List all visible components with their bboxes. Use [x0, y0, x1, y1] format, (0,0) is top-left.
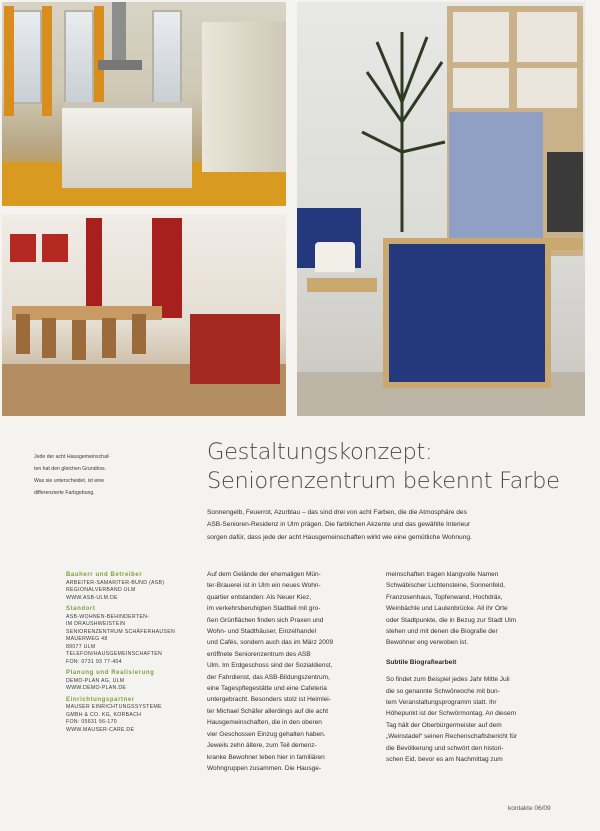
body-line: quartier entstanden: Als Neuer Kiez,: [207, 593, 312, 601]
chair: [102, 318, 116, 358]
info-link[interactable]: WWW.DEMO-PLAN.DE: [66, 685, 127, 691]
extractor-hood-base: [98, 60, 142, 70]
subheading: Subtile Biografiearbeit: [386, 658, 457, 666]
info-line: TELEFON/HAUSGEMEINSCHAFTEN: [66, 651, 162, 657]
chair: [72, 320, 86, 360]
info-section: [66, 606, 200, 666]
body-line: tem Veranstaltungsprogramm statt. Ihr: [386, 699, 497, 707]
info-line: FON: 0731 93 77-404: [66, 658, 122, 665]
body-line: Schwäbischer Lichtensteine, Sonnenfeld,: [386, 582, 505, 590]
lead-line: sorgen dafür, dass jede der acht Hausgemeinschaften wirkt wie eine gemütliche Wohnung.: [207, 533, 472, 541]
body-line: Ulm. Im Erdgeschoss sind der Sozialdienst,: [207, 662, 333, 670]
wall-art: [10, 234, 36, 262]
info-line: 89077 ULM: [66, 643, 96, 650]
body-line: und Cafés, sondern auch das im März 2009: [207, 639, 334, 647]
kitchen-island: [62, 102, 192, 188]
photo-kitchen: [2, 2, 286, 206]
curtain: [86, 218, 102, 318]
body-line: Tag hält der Oberbürgermeister auf dem: [386, 721, 502, 729]
info-section-title: Standort: [66, 606, 96, 612]
info-link[interactable]: WWW.MAUSER-CARE.DE: [66, 726, 135, 733]
info-line: SENIORENZENTRUM SCHÄFERHAUSEN: [66, 628, 175, 635]
title-line: Seniorenzentrum bekennt Farbe: [207, 468, 560, 494]
body-line: ter-Brauerei ist in Ulm ein neues Wohn-: [207, 582, 321, 590]
info-line: MAUSER EINRICHTUNGSSYSTEME: [66, 704, 162, 710]
body-line: ter Michael Schäfer allerdings auf die acht: [207, 707, 329, 715]
lead-line: Sonnengelb, Feuerrot, Azurblau – das sind drei von acht Farben, die die Atmosphäre des: [207, 509, 467, 516]
body-line: kranke Bewohner leben hier in familiären: [207, 753, 325, 761]
body-line: Weinbächle und Lautenbrücke. All ihr Orte: [386, 605, 508, 613]
info-section-title: Bauherr und Betreiber: [66, 572, 143, 578]
television: [547, 152, 583, 232]
body-line: schen Eid, bevor es am Nachmittag zum: [386, 756, 503, 764]
photo-caption: [34, 451, 184, 499]
info-section: [66, 670, 200, 693]
window: [64, 10, 94, 104]
chair: [16, 314, 30, 354]
body-line: Wohn- und Stadthäuser, Einzelhandel: [207, 628, 317, 636]
body-line: Hausgemeinschaften, die in den oberen: [207, 719, 322, 727]
article-lead: [207, 507, 567, 544]
body-line: vier Geschossen Einzug gehalten haben.: [207, 730, 326, 738]
article-title: [207, 438, 567, 496]
body-line: Auf dem Gelände der ehemaligen Mün-: [207, 571, 321, 578]
title-line: Gestaltungskonzept:: [207, 439, 433, 465]
body-line: Jeweils zehn ältere, zum Teil demenz-: [207, 742, 317, 750]
info-line: FON: 05631 56-170: [66, 719, 117, 725]
body-column-1: [207, 569, 370, 774]
table-lamp: [315, 242, 355, 272]
curtain: [152, 218, 182, 318]
body-line: So findet zum Beispiel jedes Jahr Mitte Juli: [386, 676, 510, 684]
body-line: „Weinstadel“ seinen Rechenschaftsbericht für: [386, 733, 518, 741]
body-line: die Bevölkerung und schwört den histori-: [386, 744, 504, 752]
body-line: der Fahrdienst, das ASB-Bildungszentrum,: [207, 673, 330, 681]
info-line: ARBEITER-SAMARITER-BUND (ASB): [66, 579, 165, 586]
body-line: Bewohner eng verwoben ist.: [386, 639, 469, 647]
body-line: oder Stadtpunkte, die in Bezug zur Stadt Ulm: [386, 616, 517, 624]
window: [12, 10, 42, 104]
info-line: DEMO-PLAN AG, ULM: [66, 677, 125, 684]
info-line: GMBH & CO. KG, KORBACH: [66, 711, 142, 718]
armchair-red: [190, 314, 280, 384]
page-footer: kontakte 06/09: [508, 805, 551, 812]
body-line: Franzosenhaus, Topfenwand, Hochdräx,: [386, 593, 503, 601]
info-box: [66, 572, 200, 738]
body-line: im verkehrsberuhigten Stadtteil mit gro-: [207, 605, 321, 613]
body-line: eröffnete Seniorenzentrum des ASB: [207, 650, 311, 658]
info-section: [66, 697, 200, 735]
caption-line: differenzierte Farbgebung.: [34, 490, 95, 496]
plant: [357, 32, 447, 232]
caption-line: Jede der acht Hausgemeinschaf-: [34, 454, 111, 460]
body-column-2: [386, 569, 558, 766]
info-line: IM DRAUSHWEISTEIN: [66, 621, 126, 627]
window: [152, 10, 182, 104]
body-line: ßen Grünflächen finden sich Praxen und: [207, 616, 324, 624]
blue-armchair: [383, 238, 551, 388]
info-section-title: Einrichtungspartner: [66, 696, 135, 703]
body-line: meinschaften tragen klangvolle Namen: [386, 571, 499, 578]
side-table: [307, 278, 377, 292]
info-link[interactable]: WWW.ASB-ULM.DE: [66, 594, 118, 601]
info-section-title: Planung und Realisierung: [66, 670, 155, 676]
blue-cabinet: [449, 112, 543, 242]
caption-line: ten hat den gleichen Grundriss.: [34, 466, 107, 472]
caption-line: Was sie unterscheidet, ist eine: [34, 478, 105, 484]
body-line: stehen und mit denen die Biografie der: [386, 628, 498, 636]
chair: [132, 314, 146, 354]
lead-line: ASB-Senioren-Residenz in Ulm prägen. Die farblichen Akzente und das gewählte Interieur: [207, 521, 471, 529]
info-line: MAUERWEG 48: [66, 636, 108, 642]
photo-lounge: [297, 2, 585, 416]
body-line: untergebracht. Besonders stolz ist Heimlei-: [207, 696, 331, 704]
curtain: [94, 6, 104, 106]
body-line: Höhepunkt ist der Schwörmontag. An diesem: [386, 710, 517, 718]
extractor-hood: [112, 2, 126, 62]
body-line: die so genannte Schwörwoche mit bun-: [386, 687, 500, 695]
curtain: [4, 6, 14, 116]
info-section: [66, 572, 200, 602]
chair: [42, 318, 56, 358]
kitchen-cabinet: [202, 22, 286, 172]
curtain: [42, 6, 52, 116]
info-line: REGIONALVERBAND ULM: [66, 587, 136, 593]
body-line: eine Tagespflegestätte und eine Cafeteria: [207, 685, 327, 693]
body-line: Wohngruppen zusammen. Die Hausge-: [207, 764, 322, 772]
wall-art: [42, 234, 68, 262]
photo-dining-room: [2, 214, 286, 416]
info-line: ASB-WOHNEN-BEHINDERTEN-: [66, 613, 150, 620]
